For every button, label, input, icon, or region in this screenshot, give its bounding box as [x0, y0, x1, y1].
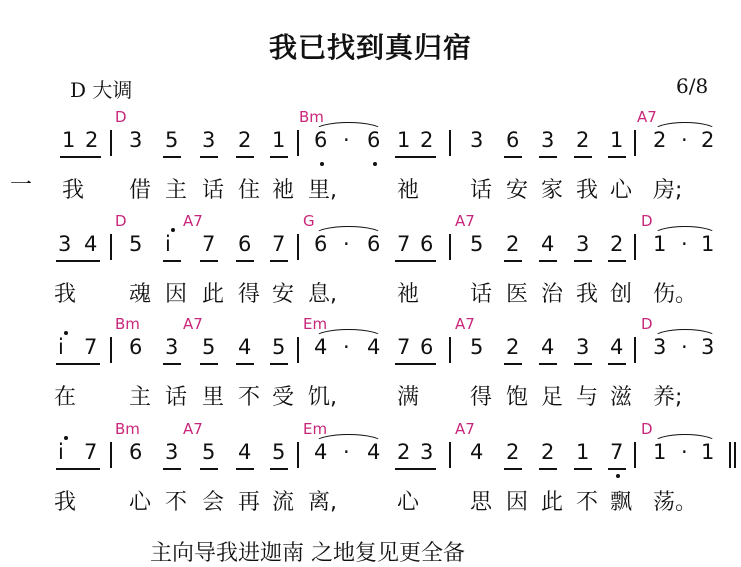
note: 4	[367, 440, 381, 464]
note: 1	[701, 440, 715, 464]
lyric-char: 与	[576, 385, 599, 410]
lyric-char: 里	[202, 385, 225, 410]
final-bar-line	[729, 442, 731, 468]
lyric-char: 话	[202, 178, 225, 203]
lyric-char: 房;	[653, 178, 683, 203]
lyric-char: 此	[541, 490, 564, 515]
note: 4	[541, 232, 555, 256]
chord-symbol: A7	[455, 315, 475, 333]
note: i	[58, 440, 64, 464]
beam-underline	[608, 468, 626, 470]
note: 3	[202, 128, 216, 152]
octave-dot-below	[373, 162, 377, 166]
beam-underline	[56, 468, 100, 470]
note: 7	[272, 232, 286, 256]
lyric-char: 祂	[272, 178, 295, 203]
lyric-char: 伤。	[653, 282, 698, 307]
note: 6	[420, 335, 434, 359]
lyric-char: 因	[506, 490, 529, 515]
lyric-char: 我	[576, 282, 599, 307]
bar-line	[634, 130, 636, 156]
lyric-char: 我	[62, 178, 85, 203]
note: 6	[129, 440, 143, 464]
chord-symbol: G	[303, 212, 315, 230]
note: 1	[397, 128, 411, 152]
beam-underline	[504, 260, 522, 262]
chord-symbol: A7	[455, 420, 475, 438]
note: 2	[420, 128, 434, 152]
note: 4	[84, 232, 98, 256]
note: 2	[610, 232, 624, 256]
note: 5	[129, 232, 143, 256]
lyric-char: 得	[238, 282, 261, 307]
note: 2	[397, 440, 411, 464]
chord-symbol: D	[115, 212, 127, 230]
beam-underline	[270, 260, 288, 262]
verse-number: 一	[10, 173, 33, 198]
duration-dot: ·	[681, 232, 688, 256]
lyric-char: 满	[397, 385, 420, 410]
note: 7	[397, 335, 411, 359]
bar-line	[297, 442, 299, 468]
beam-underline	[574, 260, 592, 262]
note: 2	[506, 335, 520, 359]
note: 1	[701, 232, 715, 256]
time-signature: 6/8	[676, 74, 709, 98]
octave-dot-above	[171, 228, 175, 232]
beam-underline	[270, 363, 288, 365]
note: 3	[165, 440, 179, 464]
note: 6	[314, 232, 328, 256]
lyric-char: 里,	[308, 178, 337, 203]
octave-dot-below	[616, 474, 620, 478]
beam-underline	[163, 260, 181, 262]
lyric-char: 此	[202, 282, 225, 307]
note: 6	[129, 335, 143, 359]
lyric-char: 在	[54, 385, 77, 410]
lyric-char: 医	[506, 282, 529, 307]
lyric-char: 安	[506, 178, 529, 203]
tie-arc	[314, 434, 383, 443]
lyric-char: 家	[541, 178, 564, 203]
note: 2	[541, 440, 555, 464]
tie-arc	[314, 226, 383, 235]
key-signature: D 大调	[70, 78, 133, 102]
lyric-char: 话	[470, 178, 493, 203]
note: 7	[610, 440, 624, 464]
lyric-char: 受	[272, 385, 295, 410]
lyric-char: 我	[576, 178, 599, 203]
duration-dot: ·	[681, 128, 688, 152]
note: 2	[576, 128, 590, 152]
note: 4	[314, 440, 328, 464]
lyric-char: 荡。	[653, 490, 698, 515]
lyric-char: 息,	[308, 282, 337, 307]
note: 3	[576, 232, 590, 256]
note: 5	[272, 335, 286, 359]
tie-arc	[314, 329, 383, 338]
beam-underline	[395, 468, 436, 470]
note: 3	[576, 335, 590, 359]
note: 4	[610, 335, 624, 359]
note: 1	[576, 440, 590, 464]
beam-underline	[163, 363, 181, 365]
bar-line	[297, 337, 299, 363]
note: 5	[470, 232, 484, 256]
chord-symbol: Em	[303, 420, 328, 438]
lyric-char: 心	[610, 178, 633, 203]
bar-line	[110, 442, 112, 468]
beam-underline	[608, 156, 626, 158]
lyric-char: 因	[165, 282, 188, 307]
lyric-char: 不	[165, 490, 188, 515]
bar-line	[449, 130, 451, 156]
lyric-char: 足	[541, 385, 564, 410]
lyric-char: 住	[238, 178, 261, 203]
beam-underline	[574, 156, 592, 158]
note: 2	[238, 128, 252, 152]
note: 2	[506, 232, 520, 256]
note: i	[165, 232, 171, 256]
duration-dot: ·	[681, 335, 688, 359]
chord-symbol: A7	[183, 315, 203, 333]
note: 5	[470, 335, 484, 359]
bar-line	[110, 130, 112, 156]
note: 4	[238, 440, 252, 464]
duration-dot: ·	[343, 440, 350, 464]
note: 6	[506, 128, 520, 152]
note: 5	[272, 440, 286, 464]
octave-dot-above	[64, 331, 68, 335]
chord-symbol: A7	[637, 108, 657, 126]
note: 1	[62, 128, 76, 152]
beam-underline	[539, 363, 557, 365]
note: 7	[84, 335, 98, 359]
lyric-char: 饥,	[308, 385, 337, 410]
bar-line	[449, 442, 451, 468]
beam-underline	[574, 468, 592, 470]
beam-underline	[504, 468, 522, 470]
lyric-char: 得	[470, 385, 493, 410]
next-line-partial: 主向导我进迦南 之地复见更全备	[150, 541, 465, 566]
note: 3	[58, 232, 72, 256]
lyric-char: 主	[165, 178, 188, 203]
tie-arc	[653, 329, 717, 338]
bar-line	[297, 234, 299, 260]
lyric-char: 会	[202, 490, 225, 515]
lyric-char: 思	[470, 490, 493, 515]
beam-underline	[236, 156, 254, 158]
octave-dot-below	[320, 162, 324, 166]
beam-underline	[200, 363, 218, 365]
note: 4	[314, 335, 328, 359]
beam-underline	[163, 156, 181, 158]
beam-underline	[163, 468, 181, 470]
lyric-char: 流	[272, 490, 295, 515]
lyric-char: 主	[129, 385, 152, 410]
duration-dot: ·	[343, 128, 350, 152]
lyric-char: 养;	[653, 385, 683, 410]
chord-symbol: Bm	[299, 108, 324, 126]
tie-arc	[653, 226, 717, 235]
chord-symbol: Bm	[115, 315, 140, 333]
beam-underline	[236, 363, 254, 365]
note: 3	[470, 128, 484, 152]
beam-underline	[60, 156, 101, 158]
bar-line	[449, 337, 451, 363]
note: 2	[653, 128, 667, 152]
note: 1	[653, 232, 667, 256]
lyric-char: 治	[541, 282, 564, 307]
beam-underline	[504, 363, 522, 365]
final-bar-line	[734, 442, 736, 468]
lyric-char: 魂	[129, 282, 152, 307]
note: 4	[238, 335, 252, 359]
lyric-char: 话	[165, 385, 188, 410]
chord-symbol: D	[641, 420, 653, 438]
lyric-char: 创	[610, 282, 633, 307]
beam-underline	[539, 260, 557, 262]
chord-symbol: D	[641, 212, 653, 230]
note: 7	[397, 232, 411, 256]
lyric-char: 我	[54, 490, 77, 515]
bar-line	[634, 442, 636, 468]
note: 6	[314, 128, 328, 152]
bar-line	[449, 234, 451, 260]
lyric-char: 再	[238, 490, 261, 515]
bar-line	[634, 234, 636, 260]
note: 3	[701, 335, 715, 359]
note: 2	[85, 128, 99, 152]
octave-dot-above	[64, 436, 68, 440]
chord-symbol: A7	[183, 212, 203, 230]
beam-underline	[56, 260, 100, 262]
lyric-char: 祂	[397, 282, 420, 307]
lyric-char: 滋	[610, 385, 633, 410]
lyric-char: 饱	[506, 385, 529, 410]
note: 6	[238, 232, 252, 256]
note: 4	[541, 335, 555, 359]
lyric-char: 心	[129, 490, 152, 515]
lyric-char: 不	[238, 385, 261, 410]
lyric-char: 离,	[308, 490, 337, 515]
lyric-char: 不	[576, 490, 599, 515]
beam-underline	[270, 468, 288, 470]
duration-dot: ·	[681, 440, 688, 464]
bar-line	[634, 337, 636, 363]
note: i	[58, 335, 64, 359]
beam-underline	[608, 260, 626, 262]
note: 5	[202, 335, 216, 359]
note: 7	[202, 232, 216, 256]
note: 4	[470, 440, 484, 464]
note: 3	[653, 335, 667, 359]
note: 1	[610, 128, 624, 152]
beam-underline	[539, 468, 557, 470]
note: 6	[367, 128, 381, 152]
beam-underline	[200, 156, 218, 158]
note: 1	[272, 128, 286, 152]
lyric-char: 祂	[397, 178, 420, 203]
note: 4	[367, 335, 381, 359]
lyric-char: 我	[54, 282, 77, 307]
tie-arc	[653, 434, 717, 443]
lyric-char: 心	[397, 490, 420, 515]
lyric-char: 安	[272, 282, 295, 307]
beam-underline	[236, 468, 254, 470]
chord-symbol: D	[641, 315, 653, 333]
beam-underline	[200, 260, 218, 262]
song-title: 我已找到真归宿	[268, 31, 472, 64]
beam-underline	[395, 363, 436, 365]
note: 5	[202, 440, 216, 464]
note: 2	[506, 440, 520, 464]
bar-line	[110, 234, 112, 260]
lyric-char: 飘	[610, 490, 633, 515]
note: 6	[367, 232, 381, 256]
duration-dot: ·	[343, 232, 350, 256]
note: 3	[129, 128, 143, 152]
chord-symbol: Em	[303, 315, 328, 333]
tie-arc	[653, 122, 717, 131]
duration-dot: ·	[343, 335, 350, 359]
beam-underline	[270, 156, 288, 158]
beam-underline	[236, 260, 254, 262]
note: 7	[84, 440, 98, 464]
beam-underline	[56, 363, 100, 365]
note: 6	[420, 232, 434, 256]
note: 3	[541, 128, 555, 152]
chord-symbol: D	[115, 108, 127, 126]
lyric-char: 借	[129, 178, 152, 203]
beam-underline	[608, 363, 626, 365]
note: 3	[420, 440, 434, 464]
beam-underline	[504, 156, 522, 158]
chord-symbol: A7	[183, 420, 203, 438]
lyric-char: 话	[470, 282, 493, 307]
beam-underline	[200, 468, 218, 470]
beam-underline	[574, 363, 592, 365]
bar-line	[297, 130, 299, 156]
tie-arc	[314, 122, 383, 131]
note: 3	[165, 335, 179, 359]
beam-underline	[539, 156, 557, 158]
chord-symbol: A7	[455, 212, 475, 230]
beam-underline	[395, 156, 436, 158]
note: 2	[701, 128, 715, 152]
note: 1	[653, 440, 667, 464]
chord-symbol: Bm	[115, 420, 140, 438]
bar-line	[110, 337, 112, 363]
beam-underline	[395, 260, 436, 262]
note: 5	[165, 128, 179, 152]
